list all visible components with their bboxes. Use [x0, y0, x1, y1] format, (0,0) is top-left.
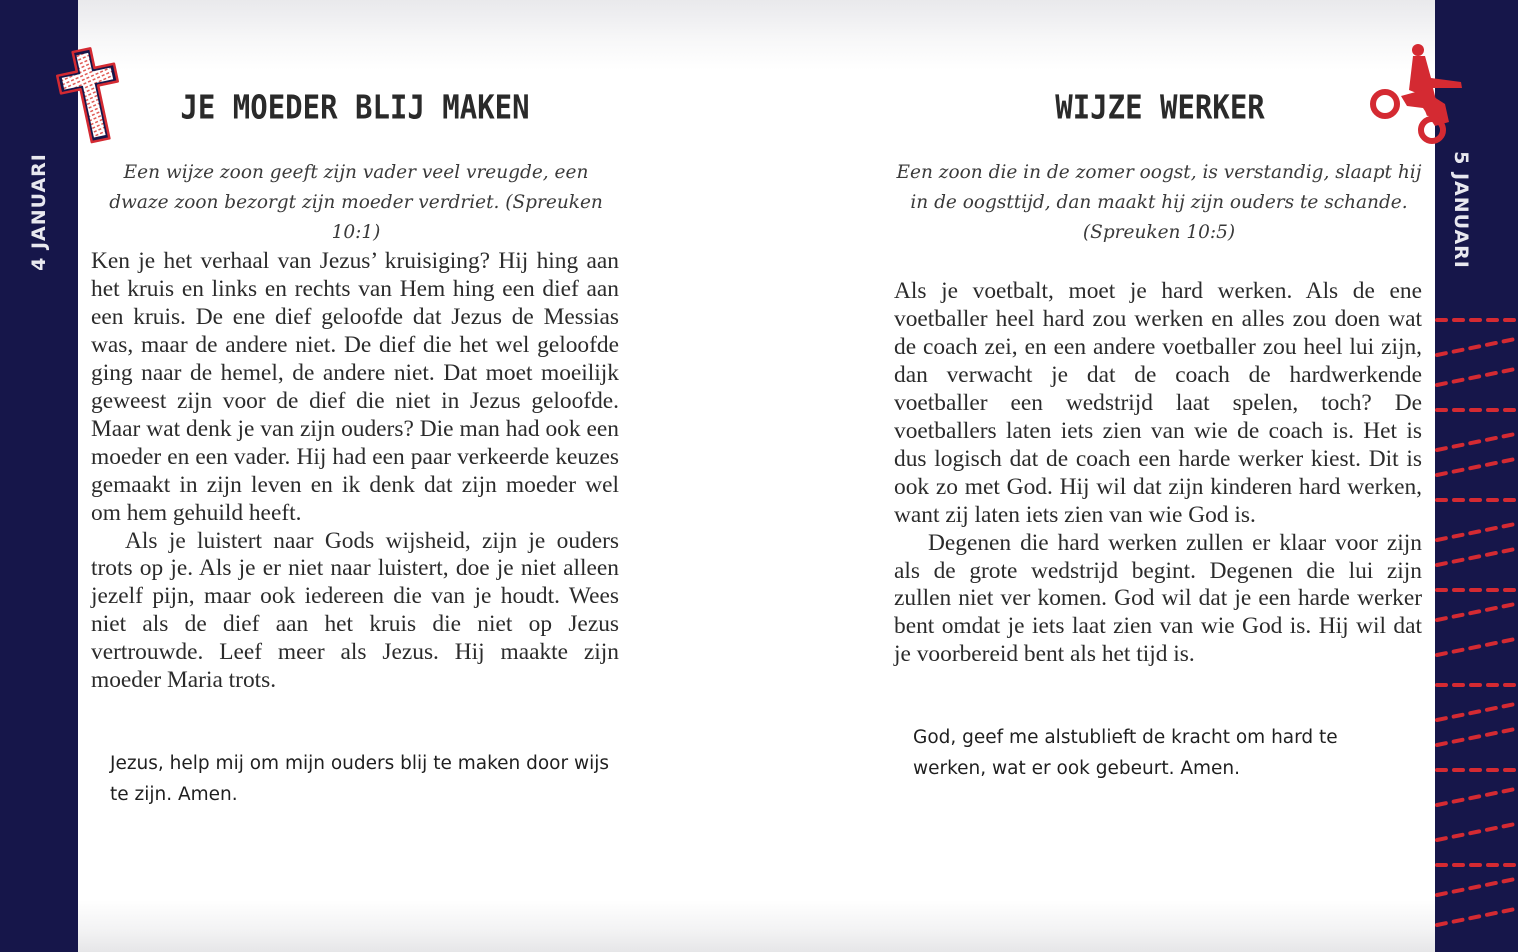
stitch-line — [1437, 637, 1518, 655]
right-page-body — [894, 278, 1422, 669]
stitch-line — [1437, 602, 1518, 620]
stitch-line — [1437, 822, 1518, 840]
right-page-verse: Een zoon die in de zomer oogst, is verstandig, slaapt hij in de oogsttijd, dan maakt hij zijn ouders te schande. (Spreuken 10:5) — [896, 162, 1422, 243]
stitch-line — [1437, 877, 1518, 895]
stitch-line — [1437, 702, 1518, 720]
stitch-line — [1437, 787, 1518, 805]
stitch-line — [1437, 522, 1518, 540]
motorbike-icon — [1365, 42, 1475, 147]
stitch-line — [1437, 337, 1518, 355]
cross-icon — [52, 43, 132, 148]
paragraph: Ken je het verhaal van Jezus’ kruisiging? Hij hing aan het kruis en links en rechts van Hem hing een dief aan een kruis. De ene dief geloofde dat Jezus de Messias was, maar de andere niet. De dief die het wel geloofde ging naar de hemel, de andere niet. Dat moet moeilijk geweest zijn voor de dief die niet in Jezus geloofde. Maar wat denk je van zijn ouders? Die man had ook een moeder en een vader. Hij had een paar verkeerde keuzes gemaakt in zijn leven en ik denk dat zijn moeder wel om hem gehuild heeft. — [91, 248, 619, 526]
right-page-date: 5 JANUARI — [1450, 151, 1472, 269]
stitch-line — [1437, 907, 1518, 925]
paragraph: Degenen die hard werken zullen er klaar voor zijn als de grote wedstrijd begint. Degenen die lui zijn zullen niet ver komen. God wil dat je een harde werker bent omdat je iets laat zien van wie God is. Hij wil dat je voorbereid bent als het tijd is. — [894, 529, 1422, 668]
stitch-line — [1437, 727, 1518, 745]
stitch-line — [1437, 457, 1518, 475]
left-page-verse: Een wijze zoon geeft zijn vader veel vreugde, een dwaze zoon bezorgt zijn moeder verdriet. (Spreuken 10:1) — [109, 162, 603, 243]
left-page-prayer: Jezus, help mij om mijn ouders blij te maken door wijs te zijn. Amen. — [110, 753, 610, 805]
left-page-date: 4 JANUARI — [28, 153, 50, 271]
right-page-title: WIJZE WERKER — [1055, 87, 1265, 127]
left-page-body — [91, 248, 619, 695]
paragraph: Als je luistert naar Gods wijsheid, zijn je ouders trots op je. Als je er niet naar luistert, doe je niet alleen jezelf pijn, maar ook iedereen die van je houdt. Wees niet als de dief aan het kruis die niet op Jezus vertrouwde. Leef meer als Jezus. Hij maakte zijn moeder Maria trots. — [91, 527, 619, 694]
paragraph: Als je voetbalt, moet je hard werken. Als de ene voetballer heel hard zou werken en alles zou doen wat de coach zei, en een andere voetballer zou heel lui zijn, dan verwacht je dat de coach de hardwerkende voetballer een wedstrijd laat spelen, toch? De voetballers laten iets zien van wie de coach is. Het is dus logisch dat de coach een harde werker kiest. Dit is ook zo met God. Hij wil dat zijn kinderen hard werken, want zij laten iets zien van wie God is. — [894, 278, 1422, 528]
left-page-title: JE MOEDER BLIJ MAKEN — [180, 87, 530, 127]
stitch-line — [1437, 367, 1518, 385]
right-page-prayer: God, geef me alstublieft de kracht om hard te werken, wat er ook gebeurt. Amen. — [913, 727, 1338, 779]
stitch-line — [1437, 432, 1518, 450]
stitch-pattern — [1435, 300, 1518, 952]
stitch-line — [1437, 547, 1518, 565]
